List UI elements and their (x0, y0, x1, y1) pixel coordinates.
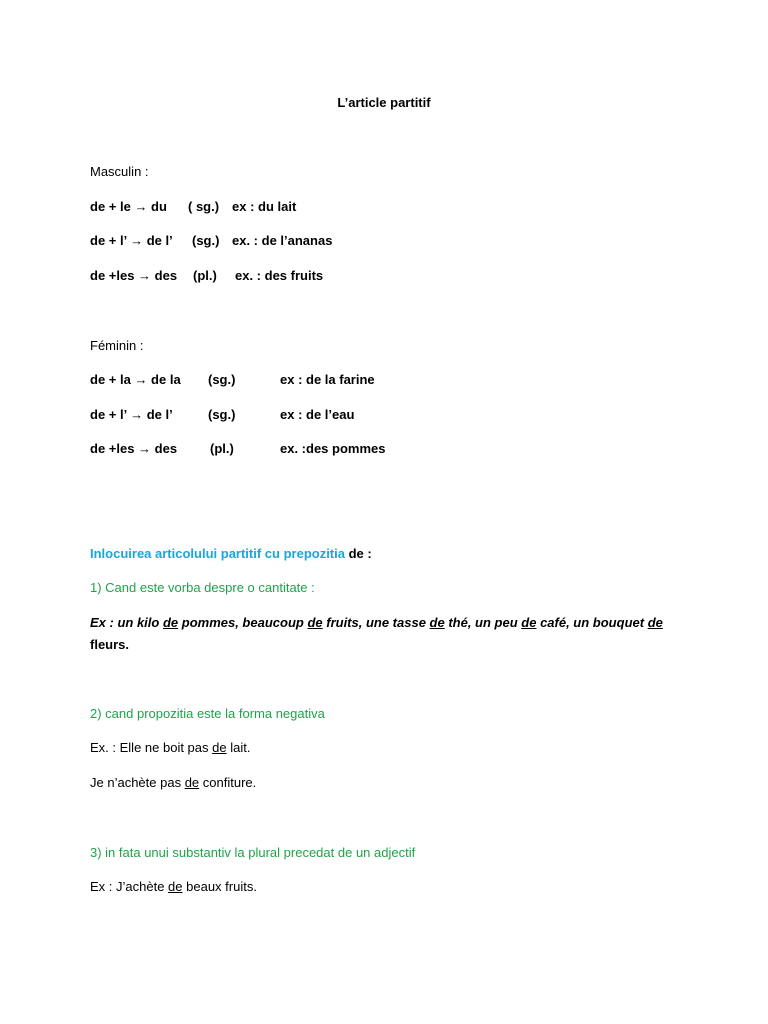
number: (sg.) (208, 372, 236, 387)
number: (pl.) (210, 441, 234, 456)
text: café, un bouquet (536, 615, 648, 630)
text: beaux fruits. (182, 879, 257, 894)
text: pommes, beaucoup (178, 615, 308, 630)
underlined-de: de (307, 615, 323, 630)
underlined-de: de (212, 740, 227, 755)
text: Ex : un kilo (90, 615, 163, 630)
rule: de + l’ → de l’ (90, 233, 173, 248)
underlined-de: de (168, 879, 183, 894)
point-2-title: 2) cand propozitia este la forma negativa (90, 706, 325, 721)
feminin-heading: Féminin : (90, 338, 144, 353)
section-heading-rest: de : (344, 546, 372, 561)
example: ex. : de l’ananas (232, 233, 333, 248)
rule: de +les → des (90, 441, 178, 456)
underlined-de: de (184, 775, 200, 790)
point-1-title: 1) Cand este vorba despre o cantitate : (90, 580, 315, 595)
number: (pl.) (193, 268, 217, 283)
point-1-example-continued: fleurs. (90, 637, 130, 652)
masculin-heading: Masculin : (90, 164, 149, 179)
rule: de + la → de la (90, 372, 181, 387)
underlined-de: de (521, 615, 537, 630)
text: Ex. : Elle ne boit pas (90, 740, 213, 755)
text: lait. (226, 740, 251, 755)
underlined-de: de (162, 615, 179, 630)
text: Ex : J’achète (90, 879, 169, 894)
example: ex. :des pommes (280, 441, 386, 456)
example: ex : du lait (232, 199, 297, 214)
rule: de +les → des (90, 268, 178, 283)
point-3-title: 3) in fata unui substantiv la plural precedat de un adjectif (90, 845, 416, 860)
text: fruits, une tasse (322, 615, 430, 630)
text: thé, un peu (444, 615, 522, 630)
number: ( sg.) (188, 199, 220, 214)
rule: de + le → du (90, 199, 167, 214)
number: (sg.) (192, 233, 220, 248)
section-heading (90, 545, 372, 563)
number: (sg.) (208, 407, 236, 422)
text: confiture. (199, 775, 257, 790)
example: ex : de la farine (280, 372, 375, 387)
point-2-example-2 (90, 774, 256, 792)
point-2-example-1 (90, 739, 250, 757)
point-1-example (90, 614, 663, 632)
underlined-de: de (429, 615, 445, 630)
text: Je n’achète pas (90, 775, 185, 790)
underlined-de: de (647, 615, 663, 630)
example: ex : de l’eau (280, 407, 355, 422)
rule: de + l’ → de l’ (90, 407, 173, 422)
point-3-example (90, 878, 257, 896)
page-title: L’article partitif (337, 95, 431, 110)
section-heading-colored: Inlocuirea articolului partitif cu prepozitia (90, 546, 345, 561)
example: ex. : des fruits (235, 268, 324, 283)
